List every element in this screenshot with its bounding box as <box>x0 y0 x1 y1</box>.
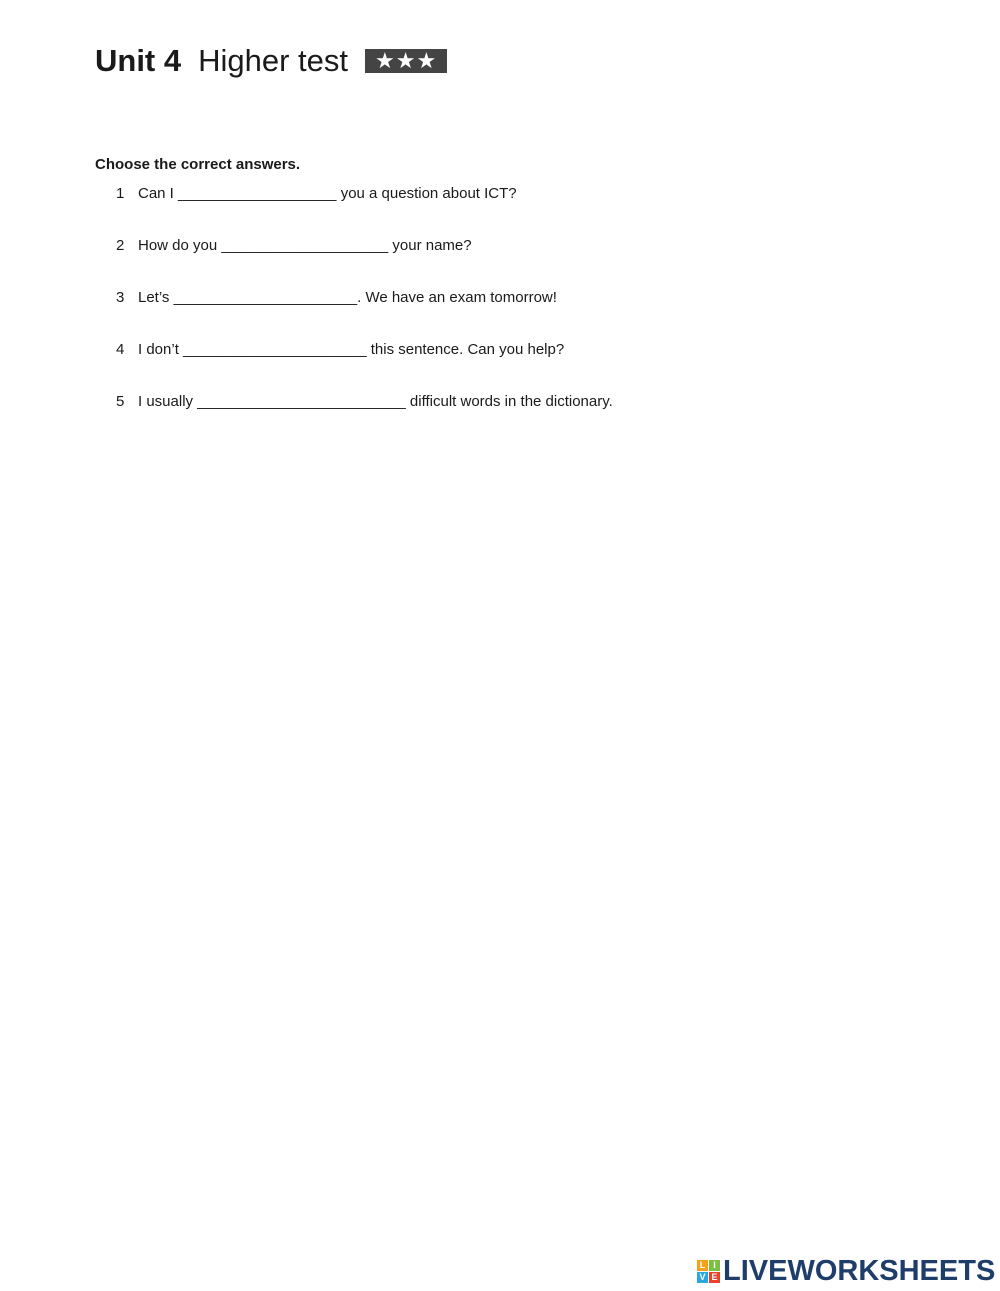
question-item <box>95 185 613 203</box>
logo-text: LIVEWORKSHEETS <box>723 1255 996 1287</box>
logo-letter: I <box>709 1260 720 1271</box>
instructions: Choose the correct answers. <box>95 156 301 173</box>
question-text: How do you ____________________ your name? <box>138 237 472 254</box>
question-text: I usually _________________________ difficult words in the dictionary. <box>138 393 613 410</box>
question-number: 1 <box>116 185 125 202</box>
question-number: 2 <box>116 237 125 254</box>
question-item <box>95 237 613 255</box>
unit-label: Unit 4 <box>95 43 182 78</box>
question-text: Let’s ______________________. We have an exam tomorrow! <box>138 289 557 306</box>
question-item <box>95 341 613 359</box>
page-title <box>95 41 447 81</box>
question-number: 5 <box>116 393 125 410</box>
logo-letter: V <box>697 1272 708 1283</box>
question-list <box>95 185 613 445</box>
logo-mark-icon <box>697 1260 720 1283</box>
liveworksheets-logo[interactable] <box>697 1256 995 1286</box>
question-number: 3 <box>116 289 125 306</box>
question-item <box>95 393 613 411</box>
question-text: Can I ___________________ you a question about ICT? <box>138 185 517 202</box>
question-text: I don’t ______________________ this sentence. Can you help? <box>138 341 565 358</box>
difficulty-stars-badge: ★★★ <box>365 49 447 73</box>
question-number: 4 <box>116 341 125 358</box>
question-item <box>95 289 613 307</box>
logo-letter: L <box>697 1260 708 1271</box>
logo-letter: E <box>709 1272 720 1283</box>
test-title: Higher test <box>198 43 349 78</box>
